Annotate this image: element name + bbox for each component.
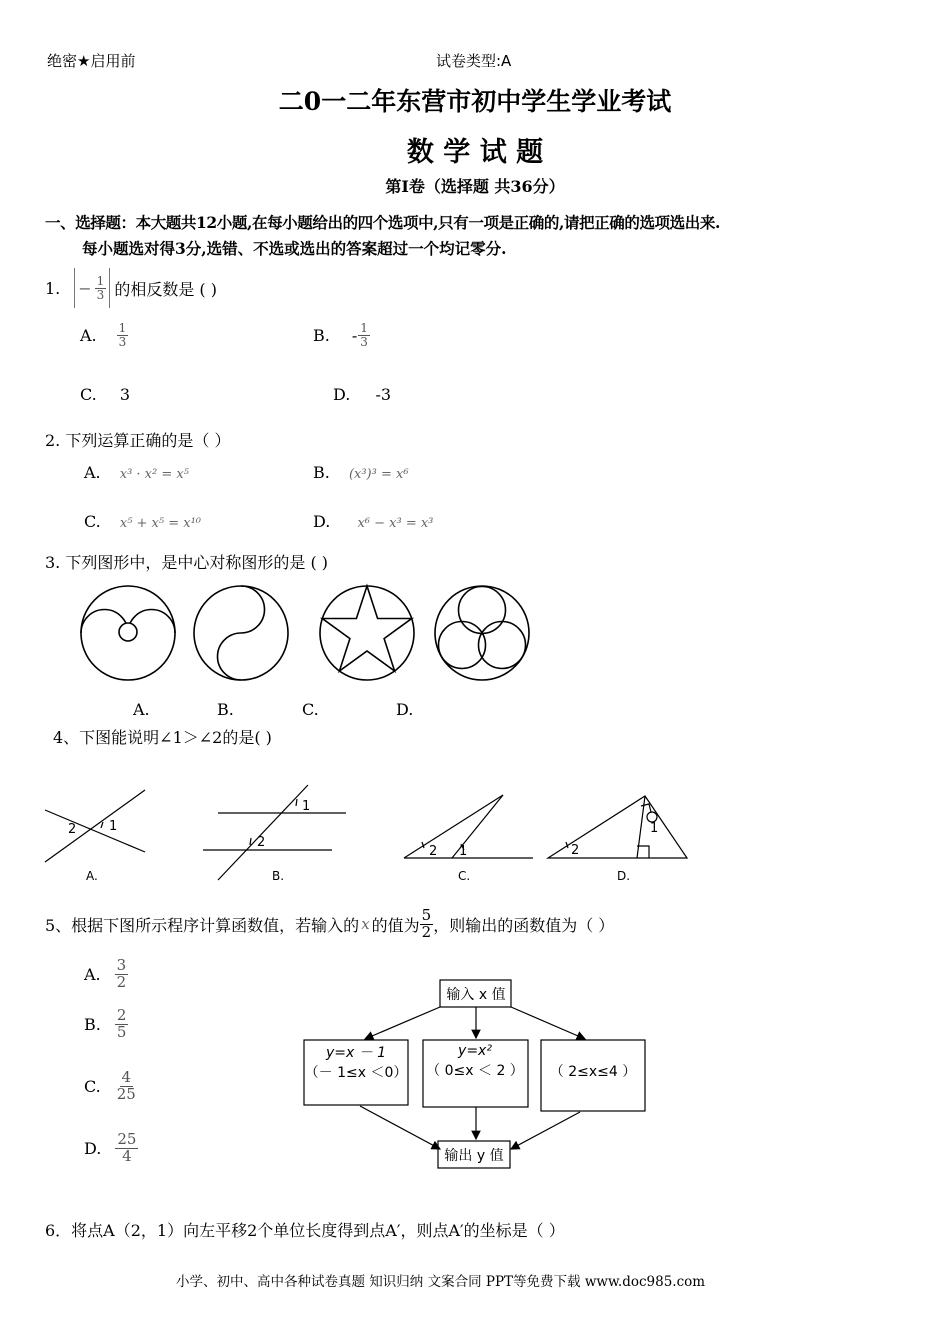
q2-option-a[interactable] [84,463,189,482]
option-fraction [117,322,129,348]
q1-option-a[interactable] [80,322,128,348]
q2-option-c[interactable] [84,512,201,531]
q5-option-a[interactable] [84,958,128,991]
numerator: 1 [96,273,105,288]
page-title: 二0一二年东营市初中学生学业考试 [278,87,672,116]
option-fraction [115,1008,129,1041]
figure-c-angle-1: 1 [459,844,468,859]
question-1 [45,268,217,308]
question-number: 1. [45,278,61,298]
numerator: 2 [116,1006,127,1024]
option-label: B. [84,1014,101,1034]
denominator: 3 [96,287,105,302]
footer-text: 小学、初中、高中各种试卷真题 知识归纳 文案合同 PPT等免费下载 www.doc985.com [176,1274,706,1290]
figure-c-label[interactable]: C. [458,869,471,883]
option-fraction [115,1070,138,1103]
header-center: 试卷类型:A [436,52,512,70]
numerator: 3 [116,956,127,974]
question-1-text: 的相反数是 ( ) [114,279,217,299]
input-label: 输入 x 值 [446,987,506,1003]
figure-c-angle-2: 2 [429,844,438,859]
variable-x: x [361,915,370,934]
section-instruction-line2: 每小题选对得3分,选错、不选或选出的答案超过一个均记零分. [82,239,507,258]
option-fraction [115,1132,138,1165]
option-expression: x⁶ − x³ = x³ [357,516,434,531]
q3-label-b[interactable]: B. [217,700,234,719]
abs-value-expression [74,268,110,308]
numerator: 1 [360,321,368,335]
option-fraction [358,322,370,348]
figure-b-label[interactable]: B. [272,869,285,883]
figure-d [435,586,529,680]
section-instruction-line1: 一、选择题：本大题共12小题,在每小题给出的四个选项中,只有一项是正确的,请把正确的选项选出来. [45,213,720,232]
figure-c [320,586,414,680]
output-label: 输出 y 值 [444,1148,504,1164]
figure-a-angle-1: 1 [109,819,118,834]
figure-b [203,785,346,880]
figure-a [45,790,145,862]
figure-c [404,795,533,858]
figure-d-angle-1: 1 [650,821,659,836]
numerator: 25 [117,1130,137,1148]
figure-a [81,586,175,680]
option-label: D. [313,512,331,531]
option-fraction [115,958,129,991]
input-fraction [420,908,434,941]
option-label: C. [84,512,101,531]
option-expression: x³ · x² = x⁵ [119,467,189,482]
option-expression: (x³)³ = x⁶ [348,467,409,482]
option-label: D. [333,385,351,404]
case-1-domain: （－ 1≤x ＜0） [304,1065,408,1081]
subject-title: 数 学 试 题 [406,137,544,168]
option-label: B. [313,463,330,482]
denominator: 4 [122,1146,132,1165]
denominator: 2 [116,972,127,991]
question-5-text-post: ，则输出的函数值为（ ） [433,915,615,935]
q3-label-a[interactable]: A. [133,700,150,719]
numerator: 4 [121,1068,132,1086]
option-label: C. [80,385,97,404]
fraction [95,275,107,301]
q5-flowchart [290,975,660,1175]
q1-option-c[interactable] [80,385,130,404]
option-label: D. [84,1138,102,1158]
option-value: 3 [119,385,131,404]
figure-b-angle-2: 2 [257,835,266,850]
question-5 [45,908,614,941]
question-3: 3. 下列图形中，是中心对称图形的是 ( ) [45,553,329,572]
minus-sign: − [78,278,92,298]
denominator: 25 [116,1084,136,1103]
q5-option-d[interactable] [84,1132,138,1165]
question-4: 4、下图能说明∠1＞∠2的是( ) [53,728,272,747]
case-3-domain: （ 2≤x≤4 ） [549,1064,637,1080]
option-label: A. [84,964,101,984]
option-prefix: - [351,325,358,345]
header-left: 绝密★启用前 [47,52,136,70]
case-2-formula: y=x² [458,1043,492,1059]
question-5-text-mid: 的值为 [371,915,420,935]
figure-b [194,586,288,680]
case-1-formula: y=x － 1 [325,1045,387,1061]
q1-option-b[interactable] [313,322,370,348]
denominator: 5 [116,1022,127,1041]
question-5-text-pre: 5、根据下图所示程序计算函数值，若输入的 [45,915,360,935]
q3-figures [70,580,550,690]
question-6: 6．将点A（2，1）向左平移2个单位长度得到点A′，则点A′的坐标是（ ） [45,1221,565,1240]
q2-option-b[interactable] [313,463,409,482]
option-value: -3 [375,385,392,404]
q2-option-d[interactable] [313,512,433,531]
q1-option-d[interactable] [333,385,391,404]
numerator: 1 [118,321,127,335]
figure-a-angle-2: 2 [68,822,77,837]
option-label: C. [84,1076,101,1096]
option-label: A. [80,325,97,345]
figure-d-angle-2: 2 [571,843,580,858]
figure-d [548,796,687,858]
denominator: 3 [360,334,368,349]
figure-b-angle-1: 1 [302,799,311,814]
figure-d-label[interactable]: D. [617,869,631,883]
q5-option-b[interactable] [84,1008,128,1041]
case-2-domain: （ 0≤x ＜ 2 ） [426,1063,524,1079]
question-2: 2. 下列运算正确的是（ ） [45,431,231,450]
option-label: A. [84,463,101,482]
option-expression: x⁵ + x⁵ = x¹⁰ [119,516,202,531]
numerator: 5 [421,906,432,924]
q4-figures [40,780,700,890]
q5-option-c[interactable] [84,1070,138,1103]
option-label: B. [313,325,330,345]
part-title: 第Ⅰ卷（选择题 共36分） [385,177,565,196]
denominator: 3 [118,334,127,349]
denominator: 2 [421,922,432,941]
q3-label-d[interactable]: D. [396,700,414,719]
q3-label-c[interactable]: C. [302,700,319,719]
figure-a-label[interactable]: A. [86,869,98,883]
